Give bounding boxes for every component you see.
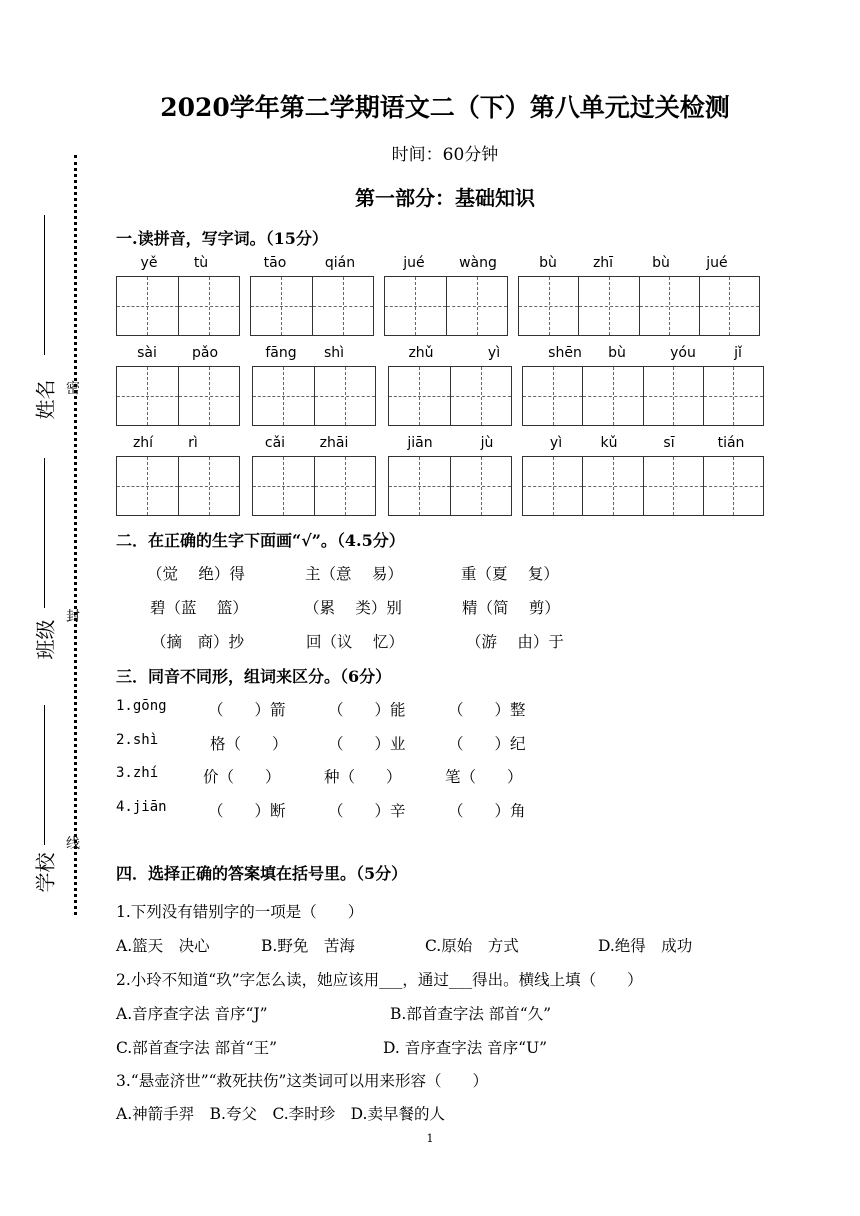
q2-item[interactable]: 精（简 剪） xyxy=(462,599,560,617)
q3-blank[interactable]: （ ）断 xyxy=(208,802,286,820)
part-heading: 第一部分：基础知识 xyxy=(355,186,535,210)
q2-item[interactable]: （游 由）于 xyxy=(466,633,564,651)
pinyin: yì xyxy=(549,435,563,451)
q2-item[interactable]: 回（议 忆） xyxy=(306,633,404,651)
q3-label: 1.gōng xyxy=(116,698,167,714)
q4-question: 1.下列没有错别字的一项是（ ） xyxy=(116,903,364,921)
name-label: 姓名 xyxy=(33,379,58,420)
q2-title: 二．在正确的生字下面画“√”。（4.5分） xyxy=(116,531,405,550)
pinyin: bù xyxy=(608,345,626,361)
q2-item[interactable]: 重（夏 复） xyxy=(461,565,559,583)
q3-blank[interactable]: （ ）能 xyxy=(328,701,406,719)
pinyin: sī xyxy=(663,435,675,451)
pinyin: yě xyxy=(140,255,158,271)
pinyin: jǐ xyxy=(734,345,742,361)
q4-option[interactable]: C.原始 方式 xyxy=(425,937,519,955)
writing-grid-4[interactable] xyxy=(522,456,764,516)
name-underline xyxy=(44,215,45,355)
pinyin: wàng xyxy=(459,255,497,271)
pinyin: rì xyxy=(188,435,198,451)
q3-blank[interactable]: 笔（ ） xyxy=(445,768,523,786)
writing-grid-2[interactable] xyxy=(250,276,374,336)
pinyin: jiān xyxy=(407,435,433,451)
pinyin: jué xyxy=(706,255,728,271)
q1-title: 一.读拼音，写字词。（15分） xyxy=(116,229,328,248)
q4-question: 3.“悬壶济世”“救死扶伤”这类词可以用来形容（ ） xyxy=(116,1072,488,1090)
q3-label: 2.shì xyxy=(116,732,159,748)
pinyin: zhí xyxy=(132,435,154,451)
q3-label: 4.jiān xyxy=(116,799,167,815)
seal-dotted-line xyxy=(74,155,77,915)
pinyin: tián xyxy=(717,435,745,451)
writing-grid-2[interactable] xyxy=(116,276,240,336)
exam-time: 时间：60分钟 xyxy=(391,145,499,165)
pinyin: tāo xyxy=(263,255,287,271)
q3-blank[interactable]: （ ）箭 xyxy=(208,701,286,719)
q3-blank[interactable]: （ ）辛 xyxy=(328,802,406,820)
seal-xian: 线 xyxy=(66,836,80,852)
writing-grid-2[interactable] xyxy=(384,276,508,336)
q3-blank[interactable]: 种（ ） xyxy=(324,768,402,786)
pinyin: bù xyxy=(652,255,670,271)
q3-blank[interactable]: （ ）整 xyxy=(448,701,526,719)
writing-grid-4[interactable] xyxy=(522,366,764,426)
q2-item[interactable]: （觉 绝）得 xyxy=(147,565,245,583)
q4-option[interactable]: D. 音序查字法 音序“U” xyxy=(383,1039,548,1057)
q4-question: 2.小玲不知道“玖”字怎么读，她应该用___，通过___得出。横线上填（ ） xyxy=(116,971,643,989)
q3-blank[interactable]: （ ）角 xyxy=(448,802,526,820)
q3-blank[interactable]: 价（ ） xyxy=(203,768,281,786)
writing-grid-2[interactable] xyxy=(252,366,376,426)
writing-grid-2[interactable] xyxy=(116,456,240,516)
q2-item[interactable]: 碧（蓝 篮） xyxy=(150,599,248,617)
q3-blank[interactable]: （ ）业 xyxy=(328,735,406,753)
q4-option[interactable]: A.篮天 决心 xyxy=(116,937,210,955)
q3-label: 3.zhí xyxy=(116,765,159,781)
pinyin: zhāi xyxy=(319,435,349,451)
q3-blank[interactable]: 格（ ） xyxy=(210,735,288,753)
q2-item[interactable]: （摘 商）抄 xyxy=(151,633,245,651)
q4-option[interactable]: C.部首查字法 部首“王” xyxy=(116,1039,278,1057)
q2-item[interactable]: 主（意 易） xyxy=(305,565,403,583)
pinyin: zhǔ xyxy=(408,345,434,361)
pinyin: yì xyxy=(487,345,501,361)
writing-grid-2[interactable] xyxy=(252,456,376,516)
q2-item[interactable]: （累 类）别 xyxy=(304,599,402,617)
writing-grid-2[interactable] xyxy=(388,456,512,516)
pinyin: kǔ xyxy=(600,435,618,451)
writing-grid-4[interactable] xyxy=(518,276,760,336)
pinyin: jué xyxy=(403,255,425,271)
q4-option[interactable]: D.绝得 成功 xyxy=(598,937,693,955)
page-title: 2020学年第二学期语文二（下）第八单元过关检测 xyxy=(160,93,730,122)
pinyin: bù xyxy=(539,255,557,271)
class-underline xyxy=(44,458,45,608)
seal-mi: 密 xyxy=(66,381,80,397)
q3-title: 三．同音不同形，组词来区分。（6分） xyxy=(116,667,392,686)
pinyin: pǎo xyxy=(191,345,219,361)
q3-blank[interactable]: （ ）纪 xyxy=(448,735,526,753)
pinyin: qián xyxy=(324,255,356,271)
writing-grid-2[interactable] xyxy=(388,366,512,426)
pinyin: shēn xyxy=(548,345,582,361)
pinyin: yóu xyxy=(670,345,696,361)
q4-option[interactable]: B.部首查字法 部首“久” xyxy=(390,1005,552,1023)
q4-option[interactable]: A.神箭手羿 B.夸父 C.李时珍 D.卖早餐的人 xyxy=(116,1105,445,1123)
pinyin: zhī xyxy=(592,255,614,271)
pinyin: fāng xyxy=(265,345,297,361)
school-underline xyxy=(44,705,45,845)
q4-option[interactable]: B.野免 苦海 xyxy=(261,937,355,955)
page-number: 1 xyxy=(426,1132,434,1145)
writing-grid-2[interactable] xyxy=(116,366,240,426)
pinyin: cǎi xyxy=(264,435,286,451)
pinyin: jù xyxy=(480,435,494,451)
pinyin: sài xyxy=(137,345,157,361)
pinyin: tù xyxy=(193,255,209,271)
q4-title: 四．选择正确的答案填在括号里。（5分） xyxy=(116,864,408,883)
class-label: 班级 xyxy=(33,619,58,660)
school-label: 学校 xyxy=(33,852,58,893)
pinyin: shì xyxy=(323,345,345,361)
seal-feng: 封 xyxy=(66,609,80,625)
q4-option[interactable]: A.音序查字法 音序“J” xyxy=(116,1005,268,1023)
